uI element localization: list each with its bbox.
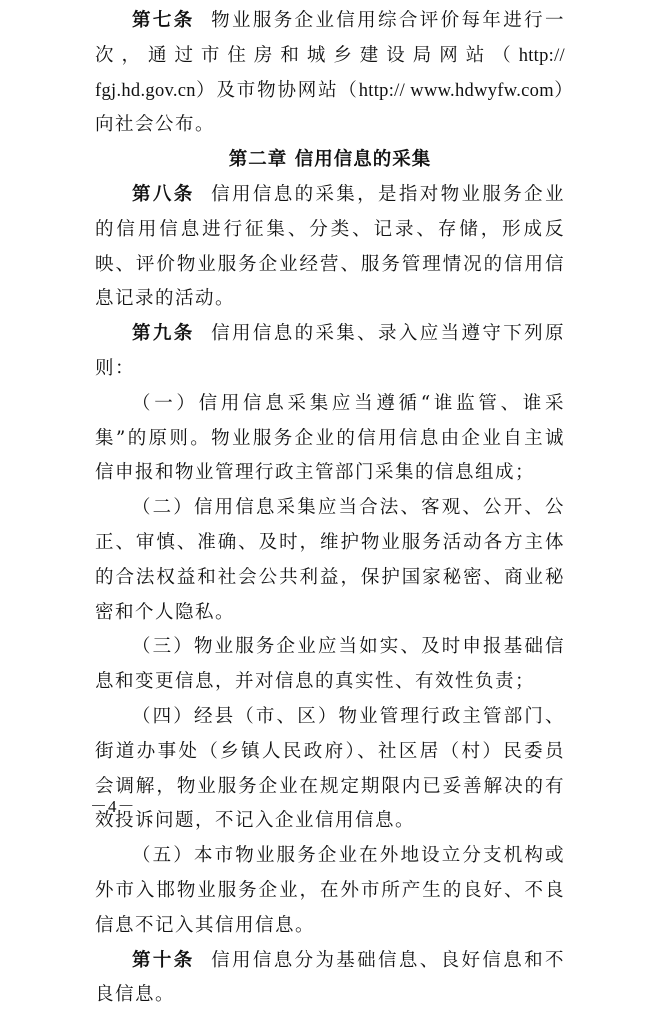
housing-bureau-url: http:// fgj.hd.gov.cn [95, 45, 565, 101]
page-number: －4－ [90, 797, 136, 816]
article-10-label: 第十条 [132, 949, 195, 971]
article-7-text-a: 物业服务企业信用综合评价每年进行一次，通过市住房和城乡建设局网站（ [95, 10, 565, 66]
clause-5: （五）本市物业服务企业在外地设立分支机构或外市入邯物业服务企业，在外市所产生的良好、不良信息不记入其信用信息。 [95, 845, 565, 936]
article-9-paragraph [95, 317, 565, 387]
property-association-url: http:// www.hdwyfw.com [358, 80, 554, 101]
article-8-text: 信用信息的采集，是指对物业服务企业的信用信息进行征集、分类、记录、存储，形成反映、评价物业服务企业经营、服务管理情况的信用信息记录的活动。 [95, 183, 565, 310]
clause-4: （四）经县（市、区）物业管理行政主管部门、街道办事处（乡镇人民政府）、社区居（村）民委员会调解，物业服务企业在规定期限内已妥善解决的有效投诉问题，不记入企业信用信息。 [95, 705, 565, 832]
article-7-paragraph [95, 4, 565, 143]
chapter-2-heading: 第二章 信用信息的采集 [228, 149, 432, 171]
clause-2: （二）信用信息采集应当合法、客观、公开、公正、审慎、准确、及时，维护物业服务活动各方主体的合法权益和社会公共利益，保护国家秘密、商业秘密和个人隐私。 [95, 497, 565, 623]
article-9-label: 第九条 [132, 323, 195, 345]
article-10-text: 信用信息分为基础信息、良好信息和不良信息。 [95, 949, 565, 1006]
clause-1: （一）信用信息采集应当遵循“谁监管、谁采集”的原则。物业服务企业的信用信息由企业自主诚信申报和物业管理行政主管部门采集的信息组成； [95, 392, 565, 484]
article-7-label: 第七条 [132, 10, 195, 31]
article-7-text-c: ）向社会公布。 [95, 79, 565, 136]
article-7-text-b: ）及市物协网站（ [195, 79, 359, 101]
clause-3: （三）物业服务企业应当如实、及时申报基础信息和变更信息，并对信息的真实性、有效性负责； [95, 636, 565, 693]
article-8-label: 第八条 [132, 183, 195, 205]
article-9-text: 信用信息的采集、录入应当遵守下列原则： [95, 323, 565, 379]
article-8-paragraph [95, 178, 565, 317]
article-10-paragraph [95, 944, 565, 1013]
document-page [95, 0, 565, 1013]
